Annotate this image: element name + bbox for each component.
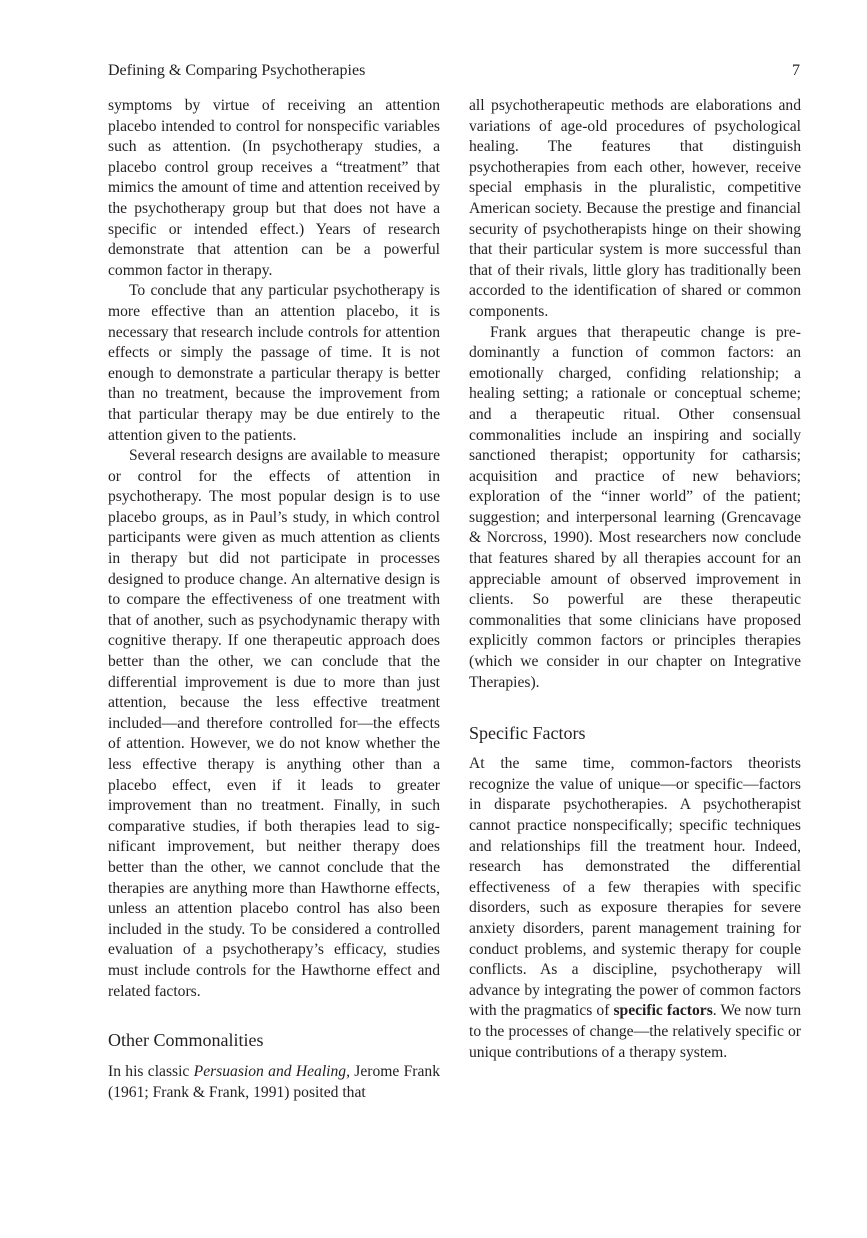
text-run: At the same time, common-factors theorists recognize the value of unique—or specific—factors in disparate psychotherapies. A psychotherapist cannot practice nonspecifically; specific techniques and relationships fill the treatment hour. Indeed, research has demonstrated the differential effectiveness of a few therapies with specific disorders, such as exposure therapies for severe anxiety disorders, parent management training for conduct problems, and systemic therapy for couple conflicts. As a discipline, psychotherapy will advance by integrating the power of common factors with the pragmatics of [469, 755, 801, 1020]
page-number: 7 [792, 62, 800, 79]
book-title: Persuasion and Healing, [193, 1063, 350, 1081]
paragraph-research-designs: Several research designs are available to measure or control for the effects of attention in psychotherapy. The most popular design is to use placebo groups, as in Paul’s study, in which control participants were given as much attention as clients in therapy but did not participate in processes designed to produce change. An alternative design is to compare the effectiveness of one treatment with that of another, such as psychodynamic therapy with cognitive therapy. If one therapeutic approach does better than the other, we can conclude that the differential improvement is due to more than just attention, because the less effective treatment included—and therefore controlled for—the effects of attention. However, we do not know whether the less effective therapy is anything other than a placebo effect, even if it leads to greater improvement than no treatment. Finally, in such comparative studies, if both therapies lead to significant improvement, but neither therapy does better than the other, we cannot conclude that the therapies are anything more than Hawthorne effects, unless an attention placebo control has also been included in the study. To be considered a controlled evaluation of a psychotherapy’s efficacy, studies must include controls for the Hawthorne effect and related factors. [108, 447, 440, 1000]
running-title: Defining & Comparing Psychotherapies [108, 62, 366, 79]
text-run: Jerome Frank (1961; Frank & Frank, 1991) posited that [108, 1063, 440, 1101]
paragraph-attention-placebo: symptoms by virtue of receiving an attention placebo intended to control for nonspecific variables such as attention. (In psychotherapy studies, a placebo control group receives a “treatment” that mimics the amount of time and attention received by the psychotherapy group but that does not have a specific or intended effect.) Years of research demonstrate that attention can be a powerful common factor in therapy. [108, 97, 440, 279]
paragraph-conclude-effective: To conclude that any particular psychotherapy is more effective than an attention placebo, it is necessary that research include controls for attention effects or simply the passage of time. It is not enough to demonstrate a particular therapy is better than no treatment, because the improvement from that particular therapy may be due entirely to the attention given to the patients. [108, 282, 440, 444]
paragraph-frank-argues: Frank argues that therapeutic change is predominantly a function of common factors: an emotionally charged, confiding relationship; a healing setting; a rationale or conceptual scheme; and a therapeutic ritual. Other consensual commonalities include an inspiring and socially sanctioned therapist; opportunity for catharsis; acquisition and practice of new behaviors; exploration of the “inner world” of the patient; suggestion; and interpersonal learning (Grencavage & Norcross, 1990). Most researchers now conclude that features shared by all therapies account for an appreciable amount of observed improvement in clients. So powerful are these therapeutic commonalities that some clinicians have proposed explicitly common factors or principles therapies (which we consider in our chapter on Integrative Therapies). [469, 323, 801, 691]
paragraph-specific-factors [469, 754, 801, 1063]
paragraph-psychotherapeutic-methods: all psychotherapeutic methods are elaborations and variations of age-old procedures of psychological healing. The features that distinguish psychotherapies from each other, however, receive special emphasis in the pluralistic, competitive American society. Because the prestige and financial security of psychotherapists hinge on their showing that their particular system is more successful than that of their rivals, little glory has traditionally been accorded to the identification of shared or common components. [469, 97, 801, 320]
bold-term: specific factors [613, 1002, 713, 1020]
running-header [108, 60, 800, 82]
text-run: . We now turn to the processes of change—the relatively specific or unique contributions of a therapy system. [469, 1002, 801, 1061]
section-heading-specific-factors: Specific Factors [469, 723, 586, 744]
text-run: In his classic [108, 1063, 194, 1081]
section-heading-other-commonalities: Other Commonalities [108, 1030, 264, 1051]
left-column [108, 96, 440, 1103]
right-column [469, 96, 801, 1063]
paragraph-persuasion-and-healing [108, 1062, 440, 1103]
